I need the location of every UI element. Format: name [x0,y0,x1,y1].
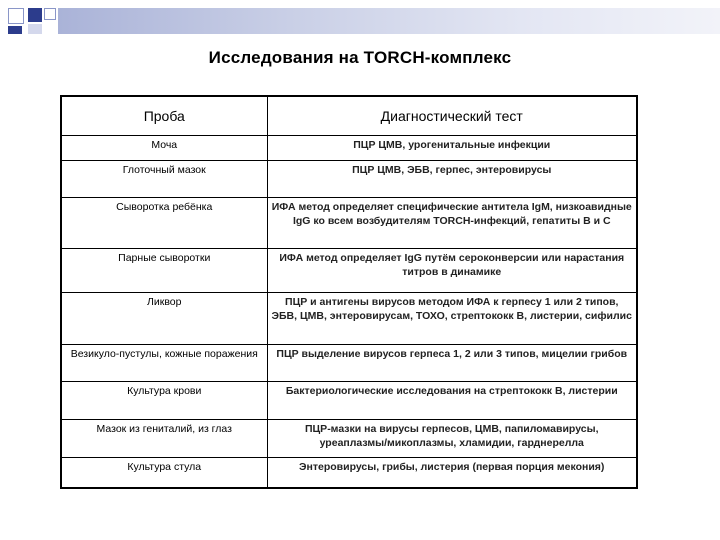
table-row [61,458,637,488]
table-row [61,420,637,458]
sample-cell: Моча [61,136,267,161]
sample-cell: Сыворотка ребёнка [61,198,267,249]
table-header-row [61,96,637,136]
decor-square-1 [8,8,24,24]
sample-cell: Культура крови [61,382,267,420]
test-cell: Бактериологические исследования на стрептококк В, листерии [267,382,637,420]
table-row [61,382,637,420]
sample-cell: Ликвор [61,293,267,345]
sample-cell: Глоточный мазок [61,161,267,198]
test-cell: Энтеровирусы, грибы, листерия (первая порция мекония) [267,458,637,488]
decor-square-4 [8,26,22,34]
header-test: Диагностический тест [267,96,637,136]
test-cell: ПЦР-мазки на вирусы герпесов, ЦМВ, папиломавирусы, уреаплазмы/микоплазмы, хламидии, гарднерелла [267,420,637,458]
sample-cell: Везикуло-пустулы, кожные поражения [61,345,267,382]
header-gradient-bar [58,8,720,34]
sample-cell: Культура стула [61,458,267,488]
torch-table [60,95,638,489]
decor-square-5 [28,24,42,34]
table-row [61,136,637,161]
test-cell: ПЦР и антигены вирусов методом ИФА к герпесу 1 или 2 типов, ЭБВ, ЦМВ, энтеровирусам, ТОХО, стрептококк В, листерии, сифилис [267,293,637,345]
table-row [61,198,637,249]
test-cell: ПЦР ЦМВ, урогенитальные инфекции [267,136,637,161]
test-cell: ИФА метод определяет специфические антитела IgM, низкоавидные IgG ко всем возбудителям TORCH-инфекций, гепатиты В и С [267,198,637,249]
table-row [61,345,637,382]
test-cell: ПЦР ЦМВ, ЭБВ, герпес, энтеровирусы [267,161,637,198]
sample-cell: Мазок из гениталий, из глаз [61,420,267,458]
table-row [61,293,637,345]
decor-square-3 [44,8,56,20]
decor-square-2 [28,8,42,22]
test-cell: ИФА метод определяет IgG путём сероконверсии или нарастания титров в динамике [267,249,637,293]
test-cell: ПЦР выделение вирусов герпеса 1, 2 или 3 типов, мицелии грибов [267,345,637,382]
table-row [61,249,637,293]
header-sample: Проба [61,96,267,136]
page-title: Исследования на TORCH-комплекс [208,48,512,67]
sample-cell: Парные сыворотки [61,249,267,293]
table-row [61,161,637,198]
